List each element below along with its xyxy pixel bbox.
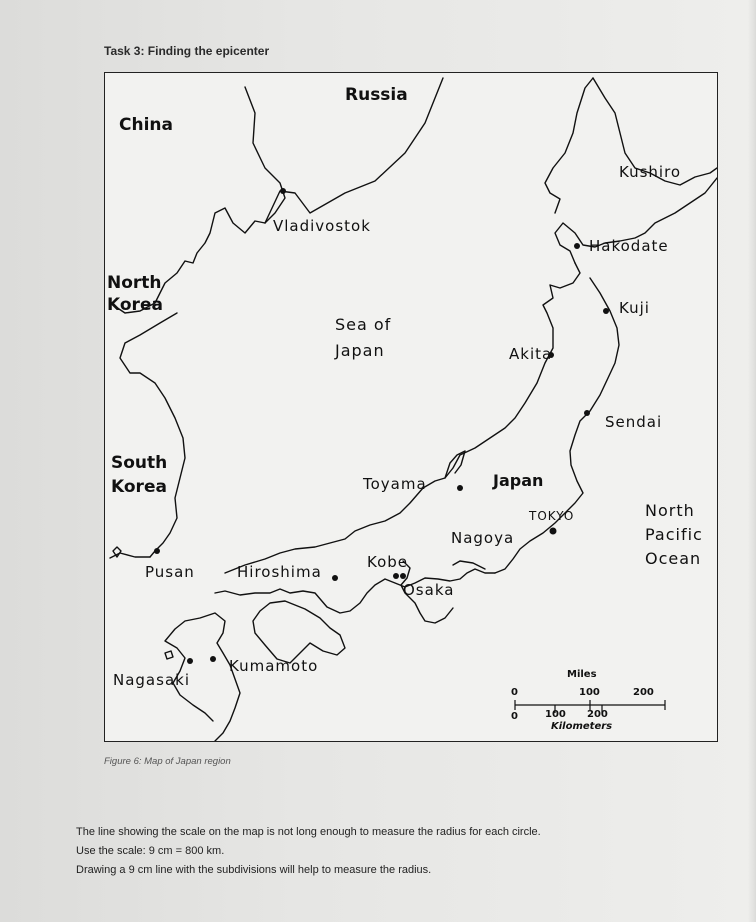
- label-osaka: Osaka: [403, 581, 455, 599]
- instruction-paragraph-3: Drawing a 9 cm line with the subdivisions will help to measure the radius.: [76, 864, 432, 876]
- city-dot-kuji: [603, 308, 609, 314]
- label-south-korea-line2: Korea: [111, 477, 167, 497]
- label-sendai: Sendai: [605, 413, 663, 431]
- label-north-korea-line1: North: [107, 273, 162, 293]
- task-heading: Task 3: Finding the epicenter: [104, 44, 270, 58]
- city-dot-nagasaki: [187, 658, 193, 664]
- island-goto: [165, 651, 173, 659]
- coastline-honshu-north: [225, 263, 580, 573]
- label-russia: Russia: [345, 85, 408, 105]
- label-china: China: [119, 115, 173, 135]
- city-dot-osaka: [400, 573, 406, 579]
- label-kushiro: Kushiro: [619, 163, 682, 181]
- city-dot-sendai: [584, 410, 590, 416]
- instruction-paragraph-2: Use the scale: 9 cm = 800 km.: [76, 845, 225, 857]
- border-china-russia: [245, 87, 285, 223]
- japan-map: [104, 72, 718, 742]
- coastline-shikoku: [253, 601, 345, 663]
- label-japan: Japan: [493, 471, 544, 490]
- scale-km-100: 100: [545, 709, 566, 720]
- label-pusan: Pusan: [145, 563, 195, 581]
- coastline-hokkaido-west: [545, 78, 593, 213]
- scale-miles-label: Miles: [567, 669, 597, 680]
- scale-miles-200: 200: [633, 687, 654, 698]
- label-pacific-line1: North: [645, 501, 695, 520]
- city-dot-pusan: [154, 548, 160, 554]
- label-sea-of-japan-line1: Sea of: [335, 315, 392, 334]
- scale-km-200: 200: [587, 709, 608, 720]
- label-nagasaki: Nagasaki: [113, 671, 190, 689]
- city-dot-hiroshima: [332, 575, 338, 581]
- label-north-korea-line2: Korea: [107, 295, 163, 315]
- label-kumamoto: Kumamoto: [229, 657, 319, 675]
- label-south-korea-line1: South: [111, 453, 168, 473]
- city-dot-vladivostok: [280, 188, 286, 194]
- scale-km-0: 0: [511, 711, 518, 722]
- city-dot-tokyo: [550, 528, 557, 535]
- label-sea-of-japan-line2: Japan: [335, 341, 385, 360]
- city-dot-hakodate: [574, 243, 580, 249]
- coastline-nagoya-bay: [453, 561, 485, 569]
- label-tokyo: TOKYO: [529, 509, 575, 523]
- label-kobe: Kobe: [367, 553, 409, 571]
- label-akita: Akita: [509, 345, 553, 363]
- scale-miles-0: 0: [511, 687, 518, 698]
- label-hakodate: Hakodate: [589, 237, 669, 255]
- figure-caption: Figure 6: Map of Japan region: [104, 756, 231, 767]
- label-pacific-line2: Pacific: [645, 525, 703, 544]
- label-pacific-line3: Ocean: [645, 549, 702, 568]
- label-toyama: Toyama: [363, 475, 427, 493]
- label-vladivostok: Vladivostok: [273, 217, 371, 235]
- city-dot-kumamoto: [210, 656, 216, 662]
- label-hiroshima: Hiroshima: [237, 563, 322, 581]
- instruction-paragraph-1: The line showing the scale on the map is not long enough to measure the radius for each circle.: [76, 826, 541, 838]
- label-kuji: Kuji: [619, 299, 650, 317]
- page-edge-shadow: [748, 0, 756, 922]
- city-dot-kobe: [393, 573, 399, 579]
- coastline-korea-east: [120, 313, 185, 557]
- label-nagoya: Nagoya: [451, 529, 515, 547]
- scale-km-label: Kilometers: [551, 721, 613, 732]
- city-dot-toyama: [457, 485, 463, 491]
- scale-miles-100: 100: [579, 687, 600, 698]
